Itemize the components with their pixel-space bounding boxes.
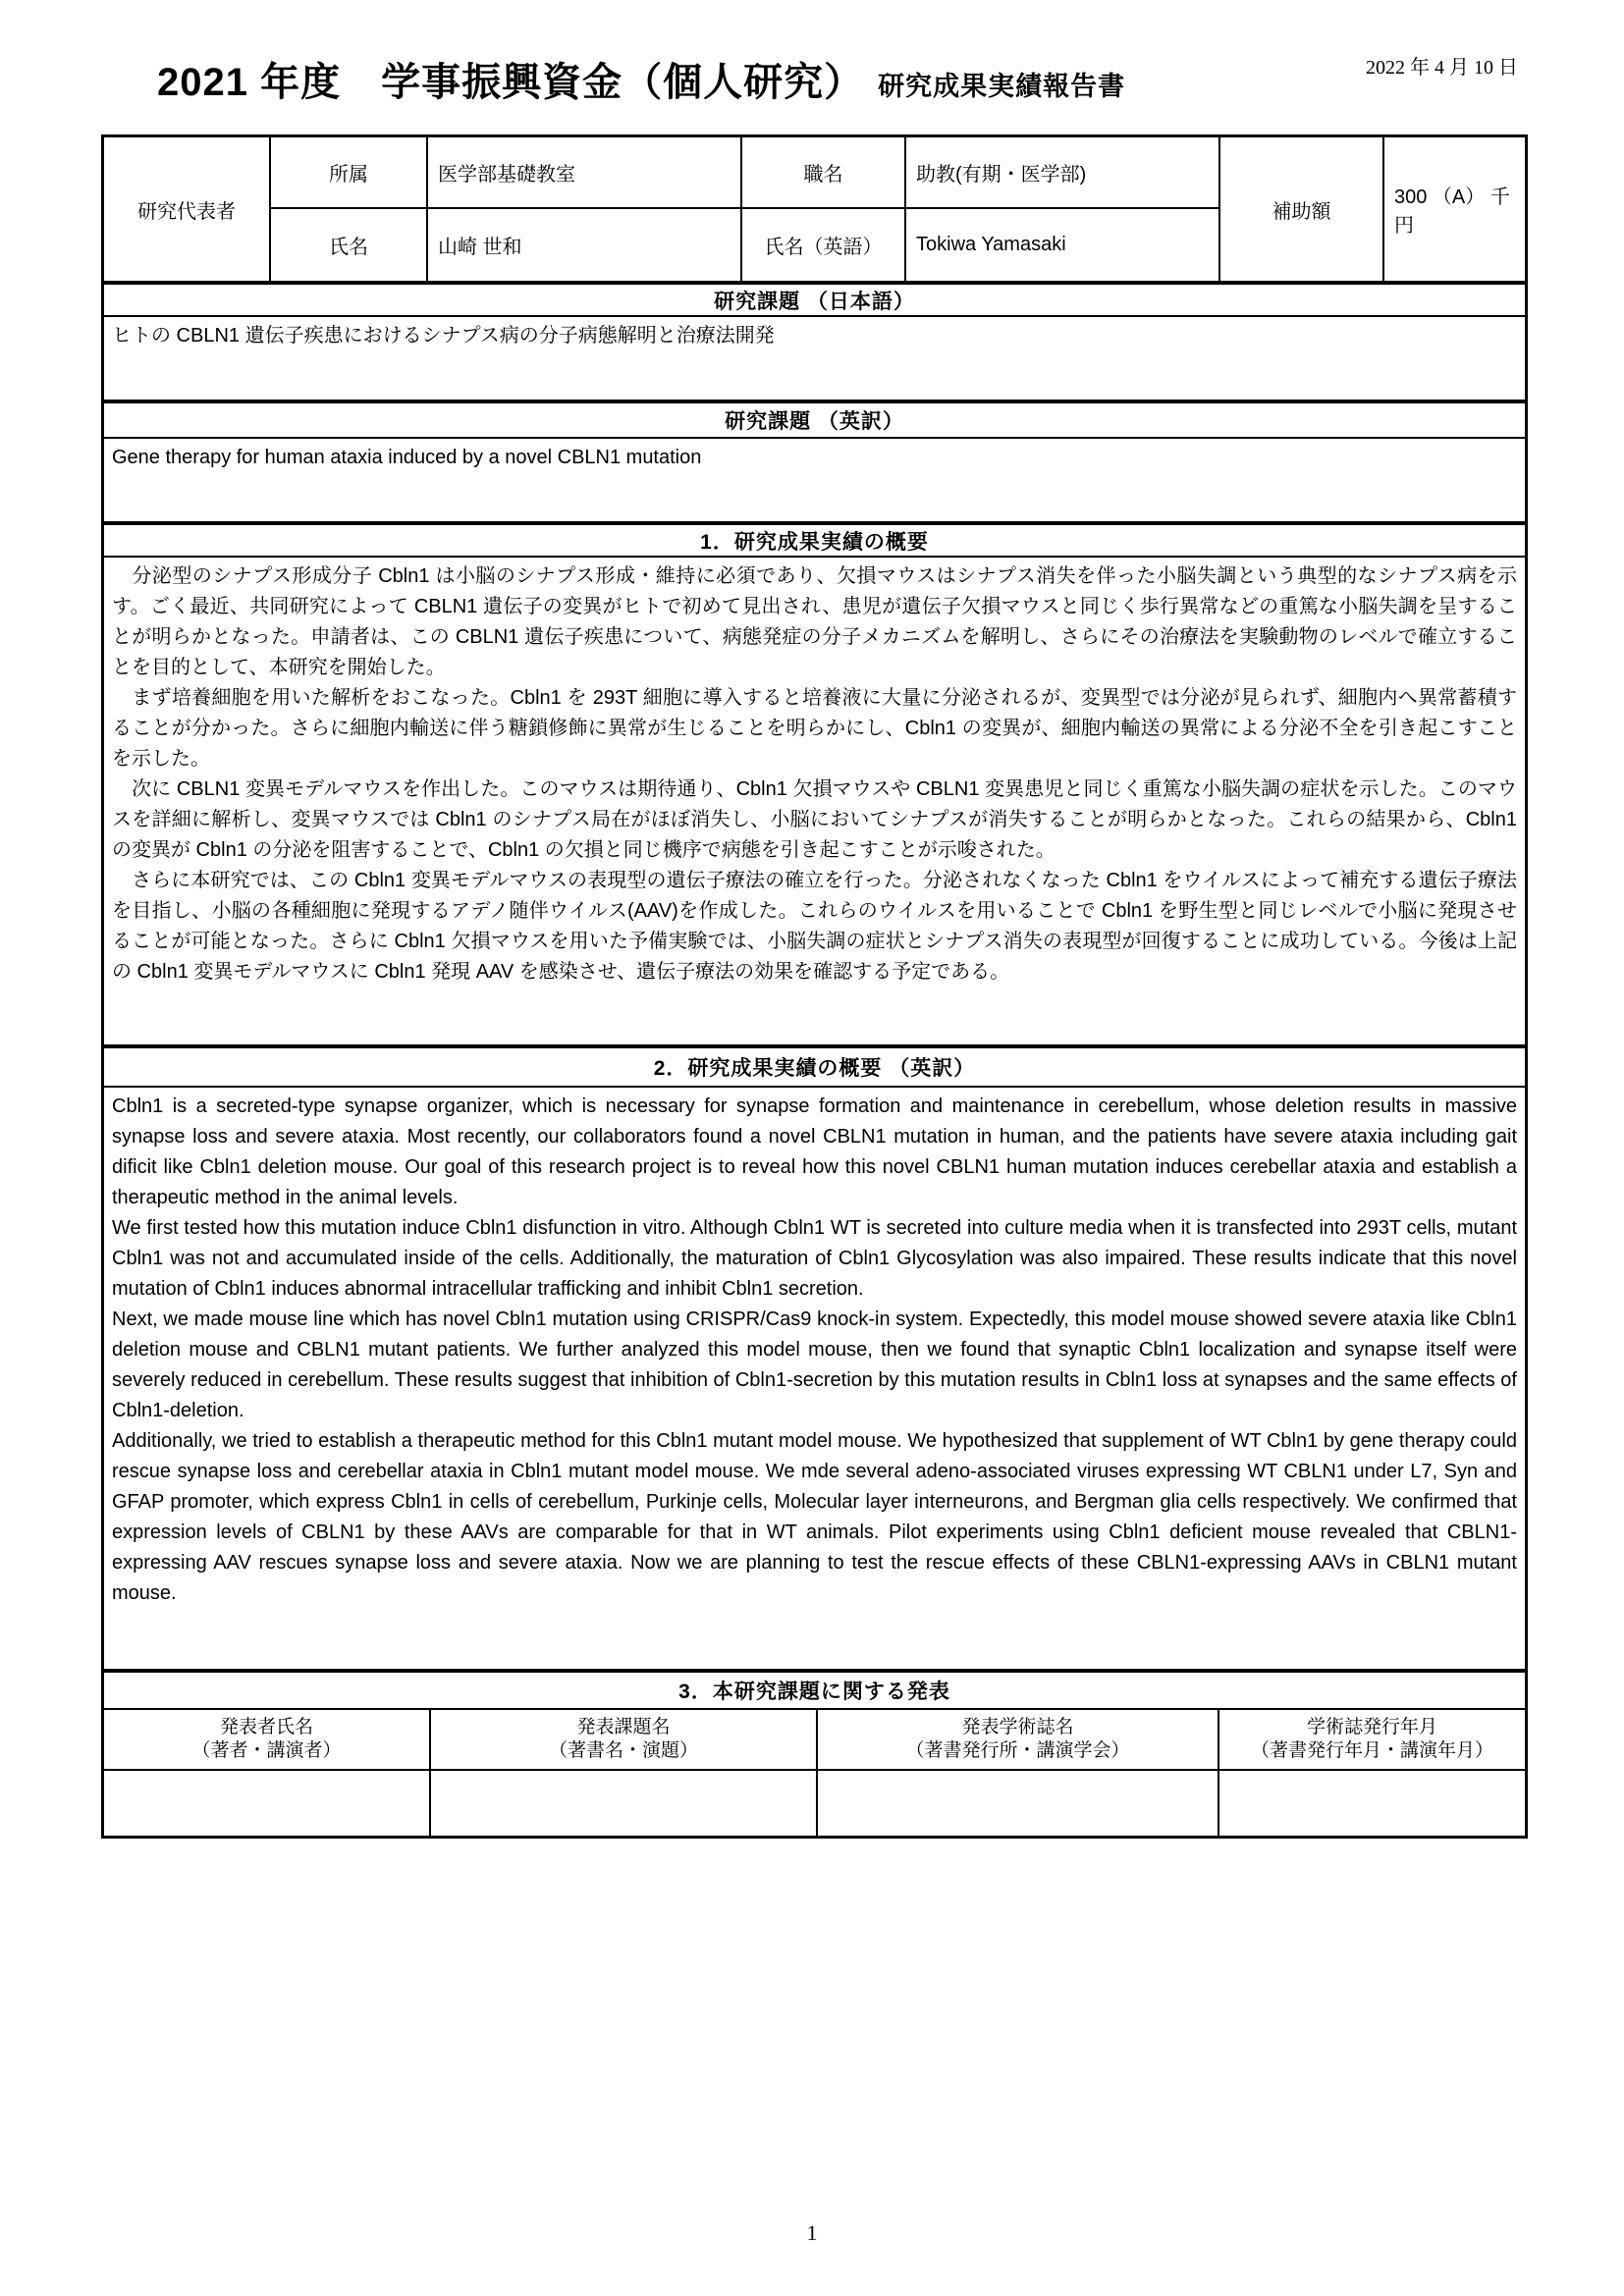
subsidy-value: 300 （A） 千円	[1394, 187, 1510, 237]
name-en-label: 氏名（英語）	[742, 209, 906, 281]
topic-en-content: Gene therapy for human ataxia induced by a novel CBLN1 mutation	[112, 447, 702, 468]
pub-empty-cell-author	[104, 1771, 431, 1836]
position-label: 職名	[742, 137, 906, 209]
summary-ja-header: 1．研究成果実績の概要	[104, 521, 1525, 558]
pub-col-journal-line2: （著書発行所・講演学会）	[905, 1740, 1130, 1761]
name-en-value: Tokiwa Yamasaki	[906, 209, 1220, 281]
publications-header-row	[104, 1710, 1525, 1771]
pub-col-date-line2: （著書発行年月・講演年月）	[1250, 1740, 1493, 1761]
topic-en-header: 研究課題 （英訳）	[104, 400, 1525, 439]
pub-empty-cell-journal	[818, 1771, 1219, 1836]
publications-header: 3．本研究課題に関する発表	[104, 1669, 1525, 1708]
section-summary-ja	[104, 521, 1525, 1044]
document-title-main: 2021 年度 学事振興資金（個人研究）	[157, 61, 865, 104]
report-form	[101, 134, 1528, 1839]
pub-col-date	[1219, 1710, 1525, 1771]
summary-ja-paragraph: 分泌型のシナプス形成分子 Cbln1 は小脳のシナプス形成・維持に必須であり、欠損マウスはシナプス消失を伴った小脳失調という典型的なシナプス病を示す。ごく最近、共同研究によって CBLN1 遺伝子の変異がヒトで初めて見出され、患児が遺伝子欠損マウスと同じく歩行異常などの重篤な小脳失調を呈することが明らかとなった。申請者は、この CBLN1 遺伝子疾患について、病態発症の分子メカニズムを解明し、さらにその治療法を実験動物のレベルで確立することを目的として、本研究を開始した。	[112, 565, 1517, 678]
summary-ja-paragraph: まず培養細胞を用いた解析をおこなった。Cbln1 を 293T 細胞に導入すると培養液に大量に分泌されるが、変異型では分泌が見られず、細胞内へ異常蓄積することが分かった。さらに細胞内輸送に伴う糖鎖修飾に異常が生じることを明らかにし、Cbln1 の変異が、細胞内輸送の異常による分泌不全を引き起こすことを示した。	[112, 687, 1517, 770]
topic-ja-header: 研究課題 （日本語）	[104, 281, 1525, 317]
topic-ja-content: ヒトの CBLN1 遺伝子疾患におけるシナプス病の分子病態解明と治療法開発	[112, 325, 775, 347]
page-number: 1	[806, 2220, 818, 2245]
pub-col-journal	[818, 1710, 1219, 1771]
pub-col-journal-line1: 発表学術誌名	[961, 1717, 1074, 1737]
section-topic-en	[104, 400, 1525, 521]
subsidy-label: 補助額	[1220, 137, 1384, 281]
summary-ja-paragraph: 次に CBLN1 変異モデルマウスを作出した。このマウスは期待通り、Cbln1 欠損マウスや CBLN1 変異患児と同じく重篤な小脳失調の症状を示した。このマウスを詳細に解析し、変異マウスでは Cbln1 のシナプス局在がほぼ消失し、小脳においてシナプスが消失することが明らかとなった。これらの結果から、Cbln1 の変異が Cbln1 の分泌を阻害することで、Cbln1 の欠損と同じ機序で病態を引き起こすことが示唆された。	[112, 778, 1517, 861]
section-publications	[104, 1669, 1525, 1836]
summary-en-paragraph: We first tested how this mutation induce Cbln1 disfunction in vitro. Although Cbln1 WT is secreted into culture media when it is transfected into 293T cells, mutant Cbln1 was not and accumulated inside of the cells. Additionally, the maturation of Cbln1 Glycosylation was also impaired. These results indicate that this novel mutation of Cbln1 induces abnormal intracellular trafficking and inhibit Cbln1 secretion.	[112, 1217, 1517, 1300]
summary-en-header: 2．研究成果実績の概要 （英訳）	[104, 1044, 1525, 1088]
pub-col-date-line1: 学術誌発行年月	[1306, 1717, 1437, 1737]
document-title	[157, 51, 1125, 107]
publications-empty-row	[104, 1771, 1525, 1836]
pub-col-title-line2: （著書名・演題）	[548, 1740, 698, 1761]
name-value: 山崎 世和	[428, 209, 742, 281]
document-title-sub: 研究成果実績報告書	[878, 72, 1126, 101]
pub-col-author-line2: （著者・講演者）	[191, 1740, 342, 1761]
section-summary-en	[104, 1044, 1525, 1669]
summary-en-content	[104, 1088, 1525, 1669]
name-label: 氏名	[271, 209, 428, 281]
affiliation-label: 所属	[271, 137, 428, 209]
pub-col-title	[431, 1710, 818, 1771]
pub-col-author	[104, 1710, 431, 1771]
affiliation-value: 医学部基礎教室	[428, 137, 742, 209]
pub-empty-cell-date	[1219, 1771, 1525, 1836]
summary-ja-content	[104, 558, 1525, 1044]
section-topic-ja	[104, 281, 1525, 400]
summary-ja-paragraph: さらに本研究では、この Cbln1 変異モデルマウスの表現型の遺伝子療法の確立を行った。分泌されなくなった Cbln1 をウイルスによって補充する遺伝子療法を目指し、小脳の各種細胞に発現するアデノ随伴ウイルス(AAV)を作成した。これらのウイルスを用いることで Cbln1 を野生型と同じレベルで小脳に発現させることが可能となった。さらに Cbln1 欠損マウスを用いた予備実験では、小脳失調の症状とシナプス消失の表現型が回復することに成功している。今後は上記の Cbln1 変異モデルマウスに Cbln1 発現 AAV を感染させ、遺伝子療法の効果を確認する予定である。	[112, 870, 1517, 983]
summary-en-paragraph: Next, we made mouse line which has novel Cbln1 mutation using CRISPR/Cas9 knock-in system. Expectedly, this model mouse showed severe ataxia like Cbln1 deletion mouse and CBLN1 mutant patients. We further analyzed this model mouse, then we found that synaptic Cbln1 localization and synapse itself were severely reduced in cerebellum. These results suggest that inhibition of Cbln1-secretion by this mutation results in Cbln1 loss at synapses and the same effects of Cbln1-deletion.	[112, 1308, 1517, 1421]
researcher-row-label: 研究代表者	[104, 137, 271, 281]
summary-en-paragraph: Cbln1 is a secreted-type synapse organizer, which is necessary for synapse formation and maintenance in cerebellum, whose deletion results in massive synapse loss and severe ataxia. Most recently, our collaborators found a novel CBLN1 mutation in human, and the patients have severe ataxia including gait dificit like Cbln1 deletion mouse. Our goal of this research project is to reveal how this novel CBLN1 human mutation induces cerebellar ataxia and establish a therapeutic method in the animal levels.	[112, 1095, 1517, 1208]
researcher-table	[104, 137, 1525, 281]
publications-table	[104, 1708, 1525, 1836]
summary-en-paragraph: Additionally, we tried to establish a therapeutic method for this Cbln1 mutant model mouse. We hypothesized that supplement of WT Cbln1 by gene therapy could rescue synapse loss and cerebellar ataxia in Cbln1 mutant model mouse. We mde several adeno-associated viruses expressing WT CBLN1 under L7, Syn and GFAP promoter, which express Cbln1 in cells of cerebellum, Purkinje cells, Molecular layer interneurons, and Bergman glia cells respectively. We confirmed that expression levels of CBLN1 by these AAVs are comparable for that in WT animals. Pilot experiments using Cbln1 deficient mouse revealed that CBLN1-expressing AAV rescues synapse loss and severe ataxia. Now we are planning to test the rescue effects of these CBLN1-expressing AAVs in CBLN1 mutant mouse.	[112, 1430, 1517, 1604]
pub-col-title-line1: 発表課題名	[576, 1717, 671, 1737]
document-date: 2022 年 4 月 10 日	[1366, 57, 1518, 79]
pub-empty-cell-title	[431, 1771, 818, 1836]
pub-col-author-line1: 発表者氏名	[219, 1717, 313, 1737]
position-value: 助教(有期・医学部)	[906, 137, 1220, 209]
